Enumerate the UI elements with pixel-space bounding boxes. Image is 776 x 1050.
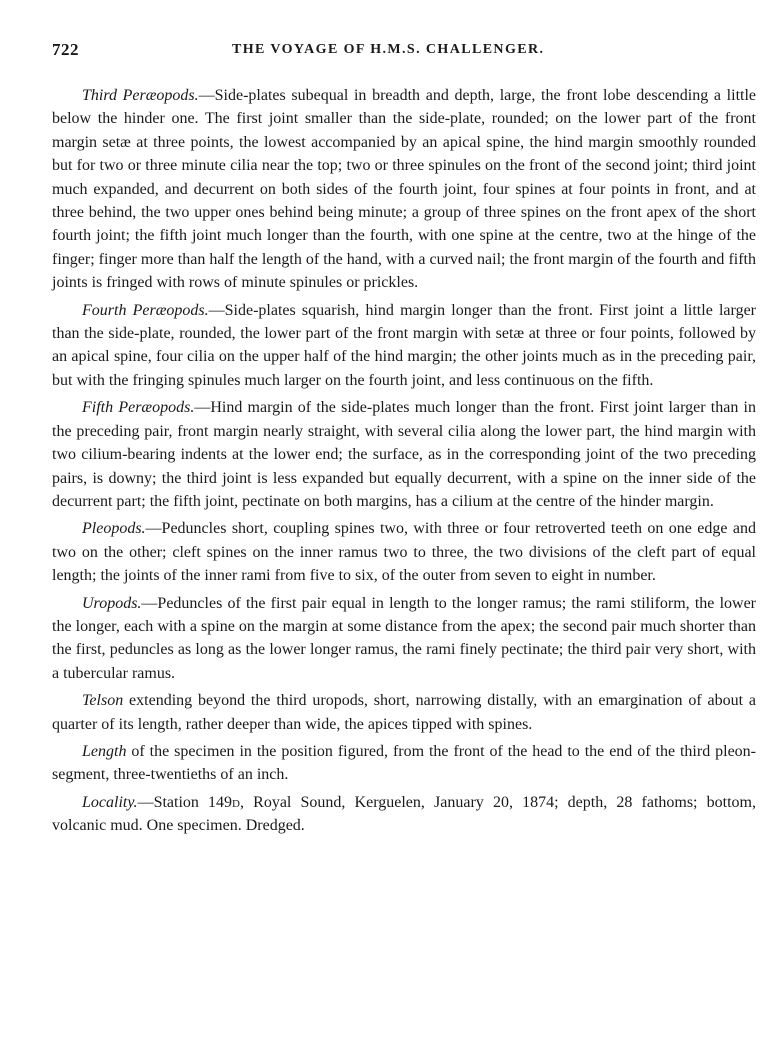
paragraph-heading: Telson	[82, 692, 124, 710]
paragraph-heading: Pleopods.	[82, 520, 146, 538]
document-page	[52, 40, 756, 842]
paragraph-telson	[52, 689, 756, 736]
running-head	[52, 40, 756, 66]
paragraph-heading: Locality.	[82, 793, 138, 811]
paragraph-length	[52, 740, 756, 787]
page-number: 722	[52, 40, 79, 59]
running-title: THE VOYAGE OF H.M.S. CHALLENGER.	[232, 42, 545, 57]
paragraph-heading: Fifth Peræopods.	[82, 399, 195, 417]
paragraph-third-peraeopods	[52, 84, 756, 295]
paragraph-heading: Third Peræopods.	[82, 87, 199, 104]
paragraph-heading: Fourth Peræopods.	[82, 301, 209, 319]
station-suffix: d	[232, 793, 240, 811]
paragraph-pleopods	[52, 517, 756, 587]
paragraph-uropods	[52, 592, 756, 686]
paragraph-fourth-peraeopods	[52, 299, 756, 393]
paragraph-text: —Peduncles short, coupling spines two, with three or four retroverted teeth on one edge and two on the other; cleft spines on the inner ramus two to three, the two divisions of the cleft part of equal length; the joints of the inner rami from five to six, of the outer from seven to eight in number.	[52, 520, 756, 585]
paragraph-heading: Uropods.	[82, 594, 142, 612]
paragraph-text: —Side-plates squarish, hind margin longer than the front. First joint a little larger than the side-plate, rounded, the lower part of the front margin with setæ at three or four points, followed by an apical spine, four cilia on the upper half of the hind margin; the other joints much as in the preceding pair, but with the fringing spinules much larger on the fourth joint, and less continuous on the fifth.	[52, 301, 756, 389]
paragraph-text: —Hind margin of the side-plates much longer than the front. First joint larger than in the preceding pair, front margin nearly straight, with several cilia along the lower part, the hind margin with two cilium-bearing indents at the lower end; the surface, as in the corresponding joint of the two preceding pairs, is downy; the third joint is less expanded but equally decurrent, with a spine on the inner side of the decurrent part; the fifth joint, pectinate on both margins, has a cilium at the centre of the hinder margin.	[52, 399, 756, 510]
paragraph-text: —Side-plates subequal in breadth and depth, large, the front lobe descending a little below the hinder one. The first joint smaller than the side-plate, rounded; on the lower part of the front margin setæ at three points, the lowest accompanied by an apical spine, the hind margin smoothly rounded but for two or three minute cilia near the top; two or three spinules on the front of the second joint; third joint much expanded, and decurrent on both sides of the fourth joint, four spines at four points in front, and at three behind, the two upper ones behind being minute; a group of three spines on the front apex of the short fourth joint; the fifth joint much longer than the fourth, with one spine at the centre, two at the hinge of the finger; finger more than half the length of the hand, with a curved nail; the front margin of the fourth and fifth joints is fringed with rows of minute spinules or prickles.	[52, 87, 757, 292]
paragraph-text-before: —Station 149	[137, 793, 233, 811]
paragraph-text: extending beyond the third uropods, short, narrowing distally, with an emargination of about a quarter of its length, rather deeper than wide, the apices tipped with spines.	[52, 692, 756, 733]
paragraph-text-after: , Royal Sound, Kerguelen, January 20, 1874; depth, 28 fathoms; bottom, volcanic mud. One specimen. Dredged.	[52, 793, 756, 835]
paragraph-fifth-peraeopods	[52, 396, 756, 513]
paragraph-text: —Peduncles of the first pair equal in length to the longer ramus; the rami stiliform, the lower the longer, each with a spine on the margin at some distance from the apex; the second pair much shorter than the first, peduncles as long as the lower longer ramus, the rami finely pectinate; the third pair very short, with a tubercular ramus.	[52, 594, 756, 682]
paragraph-text: of the specimen in the position figured, from the front of the head to the end of the third pleon-segment, three-twentieths of an inch.	[52, 742, 756, 784]
paragraph-locality	[52, 791, 756, 838]
paragraph-heading: Length	[82, 742, 127, 760]
